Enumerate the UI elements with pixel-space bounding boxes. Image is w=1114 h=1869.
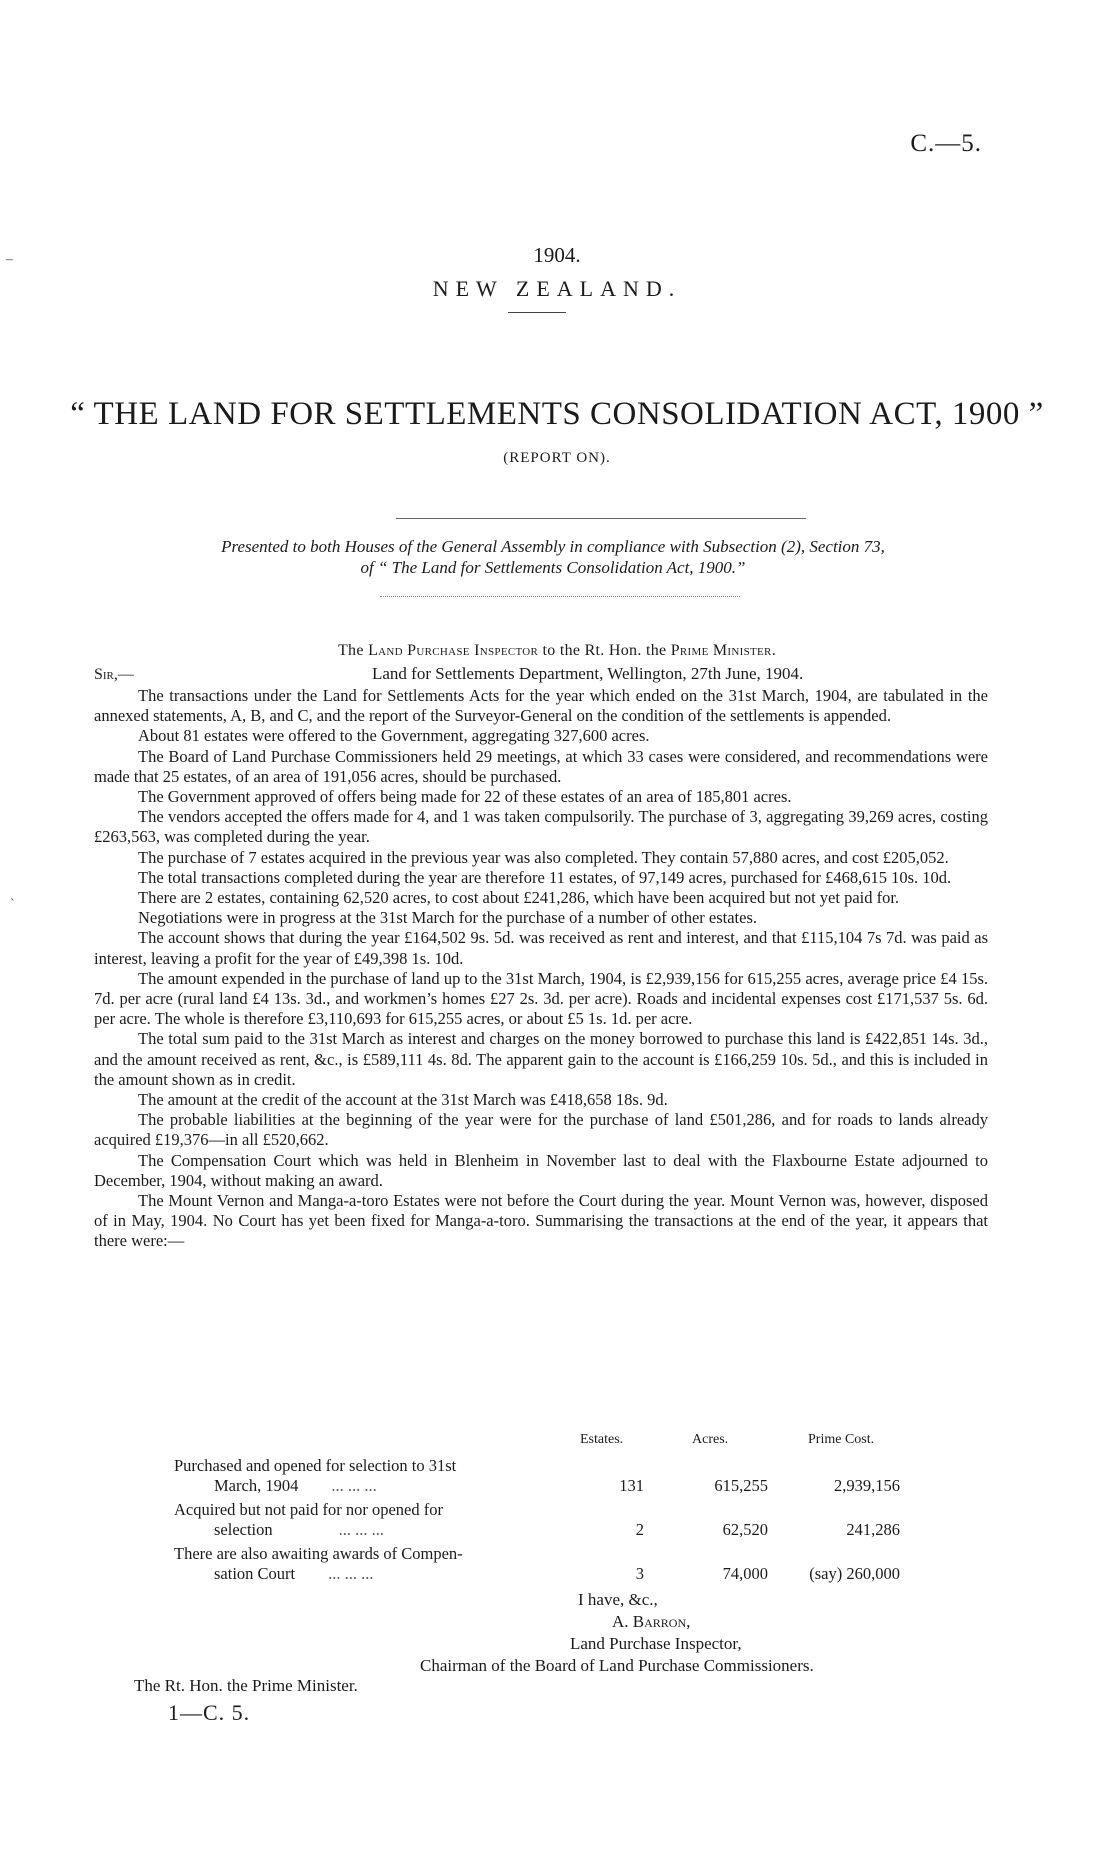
row-label-line-1: Acquired but not paid for nor opened for: [174, 1500, 443, 1519]
letter-body: [94, 686, 988, 1252]
cell-estates: 3: [635, 1564, 644, 1583]
cell-acres: 74,000: [722, 1564, 768, 1583]
letter-heading: [0, 642, 1114, 660]
cell-estates: 2: [635, 1520, 644, 1539]
letter-addressee: The Rt. Hon. the Prime Minister.: [134, 1676, 358, 1695]
leader-dots: ... ... ...: [328, 1564, 374, 1583]
paragraph: The amount expended in the purchase of land up to the 31st March, 1904, is £2,939,156 for 615,255 acres, average price £4 15s. 7d. per acre (rural land £4 13s. 3d., and workmen’s homes £27 2s. 3d. per acre). Roads and incidental expenses cost £171,537 5s. 6d. per acre. The whole is therefore £3,110,693 for 615,255 acres, or about £5 1s. 1d. per acre.: [94, 968, 988, 1029]
margin-mark: `: [10, 897, 15, 912]
margin-mark: –: [6, 252, 13, 267]
paragraph: The account shows that during the year £164,502 9s. 5d. was received as rent and interest, and that £115,104 7s 7d. was paid as interest, leaving a profit for the year of £49,398 1s. 10d.: [94, 928, 988, 968]
letter-salutation: Sir,—: [94, 666, 134, 683]
paragraph: The transactions under the Land for Settlements Acts for the year which ended on the 31st March, 1904, are tabulated in the annexed statements, A, B, and C, and the report of the Surveyor-General on the condition of the settlements is appended.: [94, 686, 988, 726]
leader-dots: ... ... ...: [331, 1476, 377, 1495]
column-header-cost: Prime Cost.: [808, 1432, 875, 1447]
row-label: [174, 1456, 574, 1496]
letter-heading-text: to the Rt. Hon. the: [538, 642, 671, 659]
presented-line-2: of “ The Land for Settlements Consolidation Act, 1900.”: [360, 558, 746, 577]
paragraph: The purchase of 7 estates acquired in the previous year was also completed. They contain 57,880 acres, and cost £205,052.: [138, 847, 949, 867]
sheet-number: 1—C. 5.: [168, 1700, 251, 1725]
row-label-line-2: [174, 1564, 574, 1584]
document-country: NEW ZEALAND.: [432, 276, 682, 301]
cell-cost: 241,286: [846, 1520, 900, 1539]
row-label-text: selection: [214, 1520, 273, 1539]
divider: [396, 518, 806, 519]
row-label: [174, 1544, 574, 1584]
paragraph: There are 2 estates, containing 62,520 acres, to cost about £241,286, which have been acquired but not yet paid for.: [138, 888, 900, 908]
leader-dots: ... ... ...: [338, 1520, 385, 1539]
document-year: 1904.: [533, 243, 581, 267]
row-label: [174, 1500, 574, 1540]
signoff-title: Chairman of the Board of Land Purchase Commissioners.: [420, 1656, 814, 1675]
presented-note: [98, 536, 1008, 578]
row-label-text: March, 1904: [214, 1476, 299, 1495]
paragraph: The probable liabilities at the beginning of the year were for the purchase of land £501,286, and for roads to lands already acquired £19,376—in all £520,662.: [94, 1110, 988, 1150]
paragraph: The vendors accepted the offers made for 4, and 1 was taken compulsorily. The purchase of 3, aggregating 39,269 acres, costing £263,563, was completed during the year.: [94, 807, 988, 847]
cell-cost: (say) 260,000: [809, 1564, 900, 1583]
row-label-line-2: [174, 1476, 574, 1496]
signoff-title: Land Purchase Inspector,: [570, 1634, 742, 1653]
letter-dateline: Land for Settlements Department, Wellington, 27th June, 1904.: [372, 664, 804, 683]
presented-line-1: Presented to both Houses of the General Assembly in compliance with Subsection (2), Section 73,: [221, 537, 885, 556]
cell-acres: 62,520: [722, 1520, 768, 1539]
cell-estates: 131: [619, 1476, 644, 1495]
letter-heading-text: The: [337, 642, 369, 659]
cell-cost: 2,939,156: [834, 1476, 900, 1495]
divider: [380, 596, 740, 597]
row-label-line-1: Purchased and opened for selection to 31st: [174, 1456, 457, 1475]
letter-heading-text: .: [771, 642, 777, 659]
row-label-text: sation Court: [214, 1564, 296, 1583]
letter-recipient: Prime Minister: [670, 642, 772, 659]
cell-acres: 615,255: [714, 1476, 768, 1495]
paragraph: The total sum paid to the 31st March as interest and charges on the money borrowed to purchase this land is £422,851 14s. 3d., and the amount received as rent, &c., is £589,111 4s. 8d. The apparent gain to the account is £166,259 10s. 5d., and this is included in the amount shown as in credit.: [94, 1029, 988, 1089]
row-label-line-2: [174, 1520, 574, 1540]
paragraph: The Board of Land Purchase Commissioners held 29 meetings, at which 33 cases were considered, and recommendations were made that 25 estates, of an area of 191,056 acres, should be purchased.: [94, 746, 988, 786]
paragraph: The Compensation Court which was held in Blenheim in November last to deal with the Flaxbourne Estate adjourned to December, 1904, without making an award.: [94, 1150, 988, 1190]
document-reference: C.—5.: [910, 130, 982, 157]
paragraph: The total transactions completed during the year are therefore 11 estates, of 97,149 acres, purchased for £468,615 10s. 10d.: [138, 867, 952, 887]
signoff-name: A. Barron,: [612, 1612, 691, 1631]
column-header-estates: Estates.: [580, 1432, 624, 1447]
paragraph: About 81 estates were offered to the Government, aggregating 327,600 acres.: [138, 726, 650, 746]
letter-sender: Land Purchase Inspector: [368, 642, 539, 659]
paragraph: Negotiations were in progress at the 31st March for the purchase of a number of other estates.: [138, 908, 758, 928]
paragraph: The amount at the credit of the account at the 31st March was £418,658 18s. 9d.: [138, 1090, 668, 1110]
paragraph: The Mount Vernon and Manga-a-toro Estates were not before the Court during the year. Mount Vernon was, however, disposed of in May, 1904. No Court has yet been fixed for Manga-a-toro. Summarising the transactions at the end of the year, it appears that there were:—: [94, 1191, 988, 1251]
column-header-acres: Acres.: [692, 1432, 729, 1447]
divider: [508, 312, 566, 313]
paragraph: The Government approved of offers being made for 22 of these estates of an area of 185,801 acres.: [138, 787, 792, 807]
document-title: “ THE LAND FOR SETTLEMENTS CONSOLIDATION ACT, 1900 ”: [70, 396, 1044, 432]
signoff-greeting: I have, &c.,: [578, 1590, 658, 1609]
row-label-line-1: There are also awaiting awards of Compen-: [174, 1544, 463, 1563]
document-subtitle: (REPORT ON).: [503, 450, 611, 466]
